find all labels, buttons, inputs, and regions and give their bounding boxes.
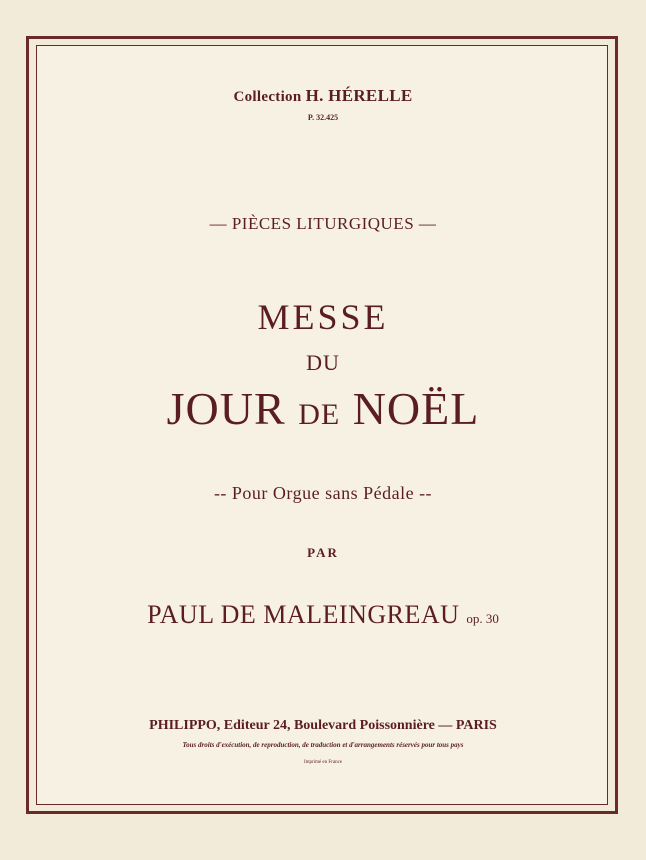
title-jour-de-noel — [0, 382, 646, 435]
opus-number: op. 30 — [466, 611, 499, 626]
series-title: — PIÈCES LITURGIQUES — — [209, 214, 437, 233]
title-du: DU — [306, 350, 340, 375]
printed-in: Imprimé en France — [303, 760, 343, 765]
collection-line — [0, 86, 646, 106]
composer-name: PAUL DE MALEINGREAU — [147, 600, 460, 629]
composer-line — [0, 600, 646, 630]
catalog-number: P. 32.425 — [307, 113, 339, 122]
title-noel: NOËL — [352, 383, 480, 434]
publisher-line: PHILIPPO, Editeur 24, Boulevard Poissonnière — PARIS — [149, 718, 497, 733]
instrumentation: -- Pour Orgue sans Pédale -- — [213, 483, 433, 503]
title-messe: MESSE — [257, 297, 389, 337]
rights-notice: Tous droits d'exécution, de reproduction, de traduction et d'arrangements réservés pour tous pays — [182, 741, 464, 749]
by-label: PAR — [307, 545, 339, 560]
collection-label: Collection — [233, 89, 302, 105]
title-jour: JOUR — [166, 383, 286, 434]
collection-name: H. HÉRELLE — [305, 86, 413, 105]
title-de: DE — [298, 398, 341, 431]
